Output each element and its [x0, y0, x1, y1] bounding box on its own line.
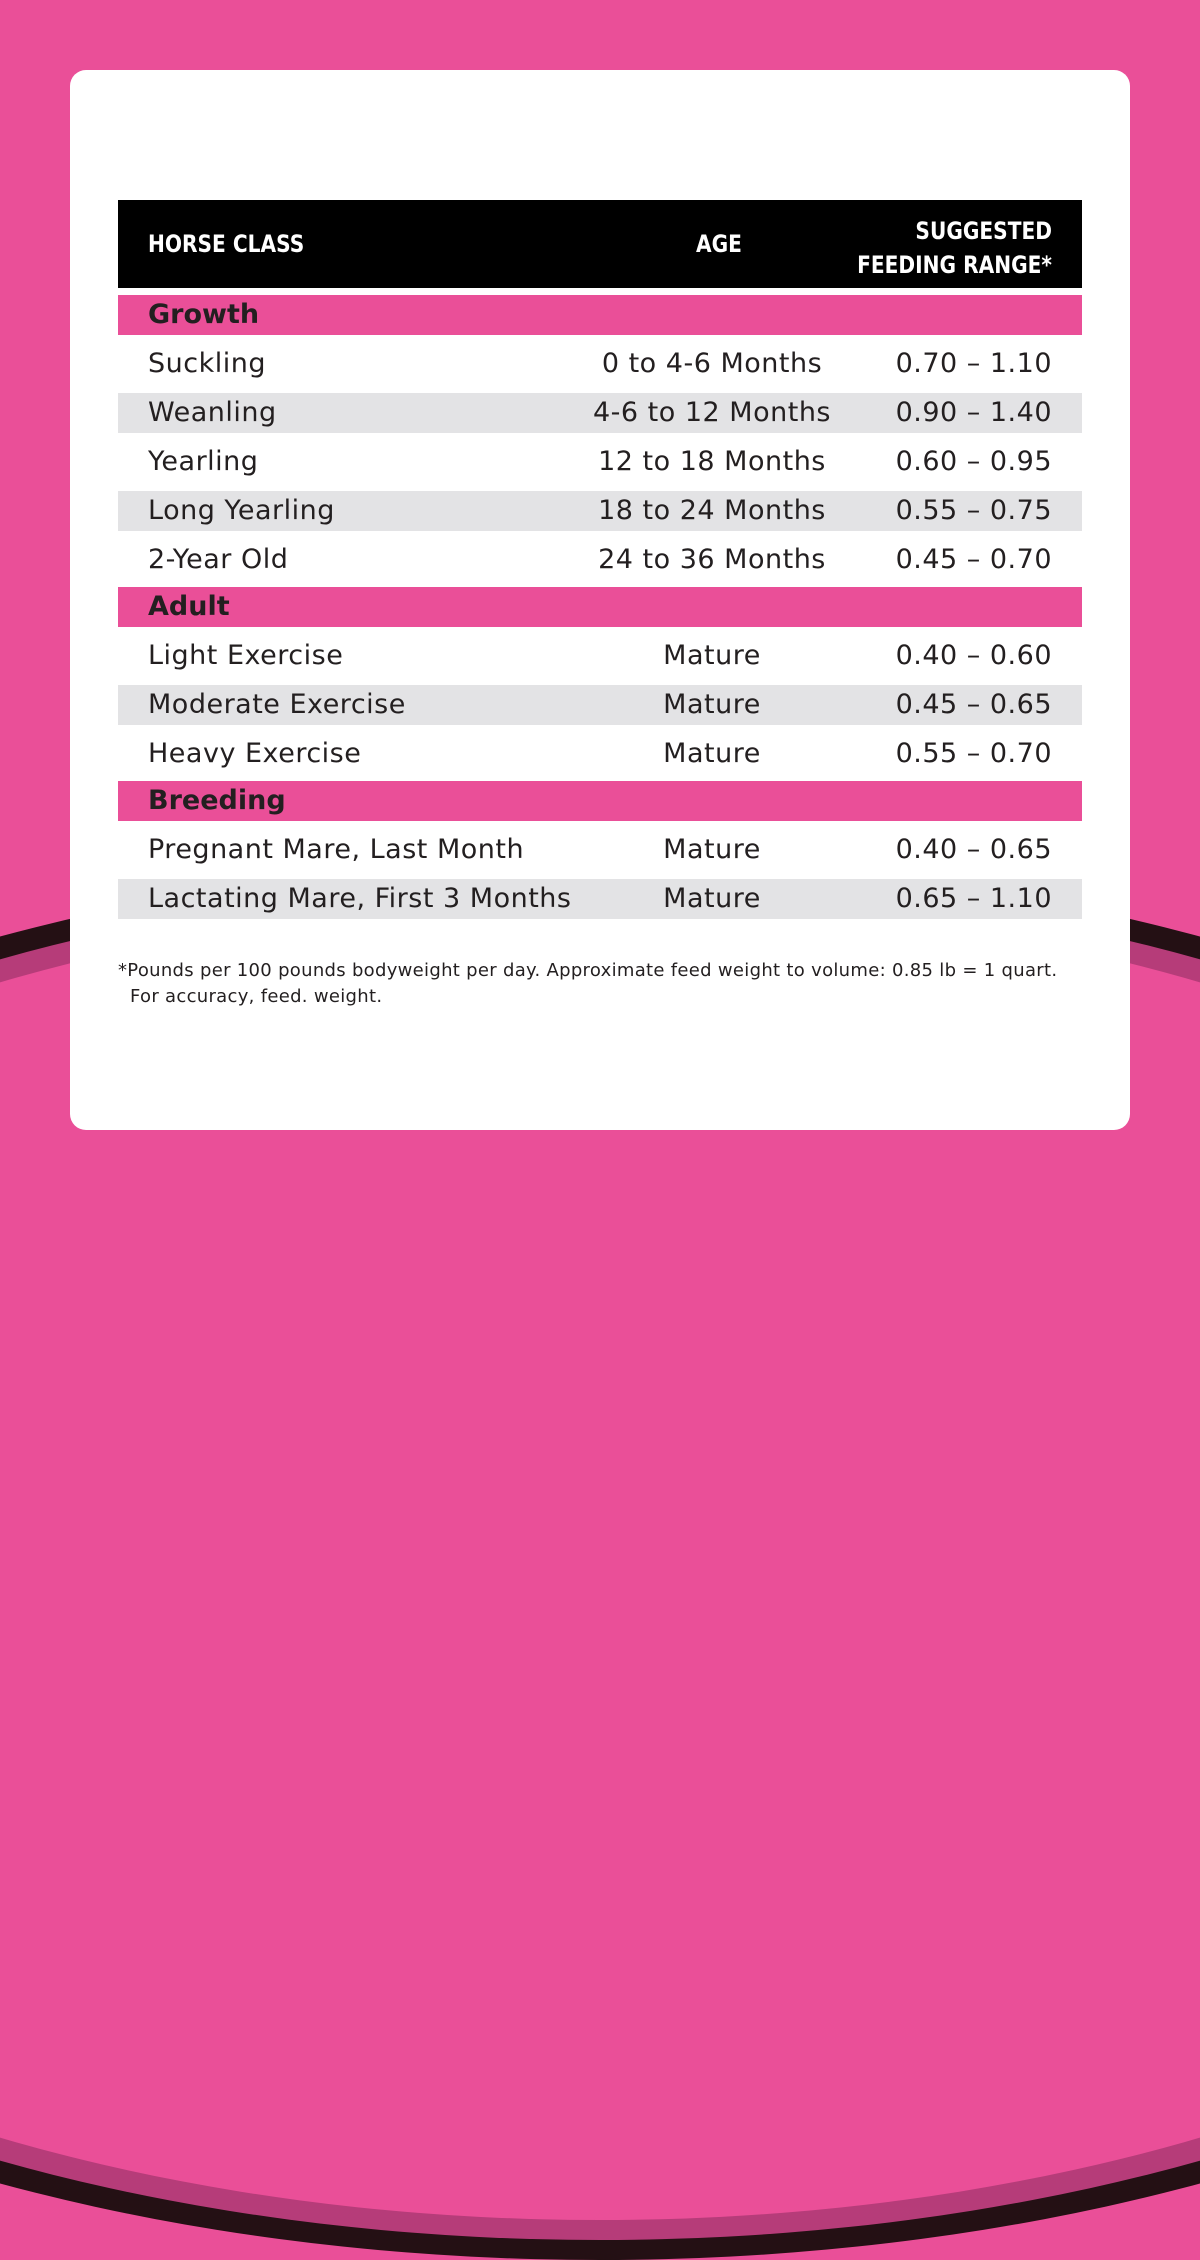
- cell-range: 0.45 – 0.70: [895, 544, 1052, 575]
- footnote: [118, 958, 1082, 1010]
- cell-age: Mature: [663, 689, 761, 720]
- header-age: AGE: [696, 230, 742, 258]
- cell-class: Light Exercise: [148, 640, 344, 671]
- cell-class: Suckling: [148, 348, 266, 379]
- cell-class: Lactating Mare, First 3 Months: [148, 883, 572, 914]
- cell-range: 0.40 – 0.60: [895, 640, 1052, 671]
- cell-range: 0.55 – 0.70: [895, 738, 1052, 769]
- cell-class: 2-Year Old: [148, 544, 289, 575]
- cell-age: Mature: [663, 738, 761, 769]
- section-breeding: [118, 781, 1082, 821]
- table-row: [118, 540, 1082, 580]
- cell-class: Heavy Exercise: [148, 738, 362, 769]
- header-range-line2: FEEDING RANGE*: [857, 251, 1052, 279]
- cell-range: 0.45 – 0.65: [895, 689, 1052, 720]
- section-growth: [118, 295, 1082, 335]
- section-adult: [118, 587, 1082, 627]
- header-range-line1: SUGGESTED: [915, 217, 1052, 245]
- table-row: [118, 734, 1082, 774]
- table-row: [118, 685, 1082, 725]
- table-row: [118, 830, 1082, 870]
- cell-range: 0.70 – 1.10: [895, 348, 1052, 379]
- cell-range: 0.60 – 0.95: [895, 446, 1052, 477]
- table-header: [118, 200, 1082, 288]
- cell-age: 12 to 18 Months: [598, 446, 826, 477]
- feeding-chart-card: [70, 70, 1130, 1130]
- cell-class: Pregnant Mare, Last Month: [148, 834, 525, 865]
- section-label: Breeding: [148, 785, 286, 816]
- cell-age: 24 to 36 Months: [598, 544, 826, 575]
- table-row: [118, 879, 1082, 919]
- cell-age: 0 to 4-6 Months: [601, 348, 823, 379]
- cell-class: Moderate Exercise: [148, 689, 406, 720]
- footnote-line2: For accuracy, feed. weight.: [130, 986, 383, 1007]
- table-row: [118, 491, 1082, 531]
- table-row: [118, 393, 1082, 433]
- cell-range: 0.55 – 0.75: [895, 495, 1052, 526]
- feeding-table: [118, 200, 1082, 919]
- cell-class: Yearling: [148, 446, 259, 477]
- section-label: Growth: [148, 299, 260, 330]
- cell-age: 4-6 to 12 Months: [592, 397, 832, 428]
- cell-range: 0.65 – 1.10: [895, 883, 1052, 914]
- cell-range: 0.40 – 0.65: [895, 834, 1052, 865]
- section-label: Adult: [148, 591, 230, 622]
- cell-age: Mature: [663, 883, 761, 914]
- cell-range: 0.90 – 1.40: [895, 397, 1052, 428]
- table-row: [118, 442, 1082, 482]
- cell-class: Long Yearling: [148, 495, 335, 526]
- cell-age: 18 to 24 Months: [598, 495, 826, 526]
- cell-age: Mature: [663, 640, 761, 671]
- header-feeding-range: [857, 214, 1052, 282]
- cell-age: Mature: [663, 834, 761, 865]
- table-row: [118, 344, 1082, 384]
- footnote-line1: *Pounds per 100 pounds bodyweight per day. Approximate feed weight to volume: 0.85 lb = 1 quart.: [118, 960, 1058, 981]
- header-horse-class: HORSE CLASS: [148, 230, 305, 258]
- cell-class: Weanling: [148, 397, 277, 428]
- table-row: [118, 636, 1082, 676]
